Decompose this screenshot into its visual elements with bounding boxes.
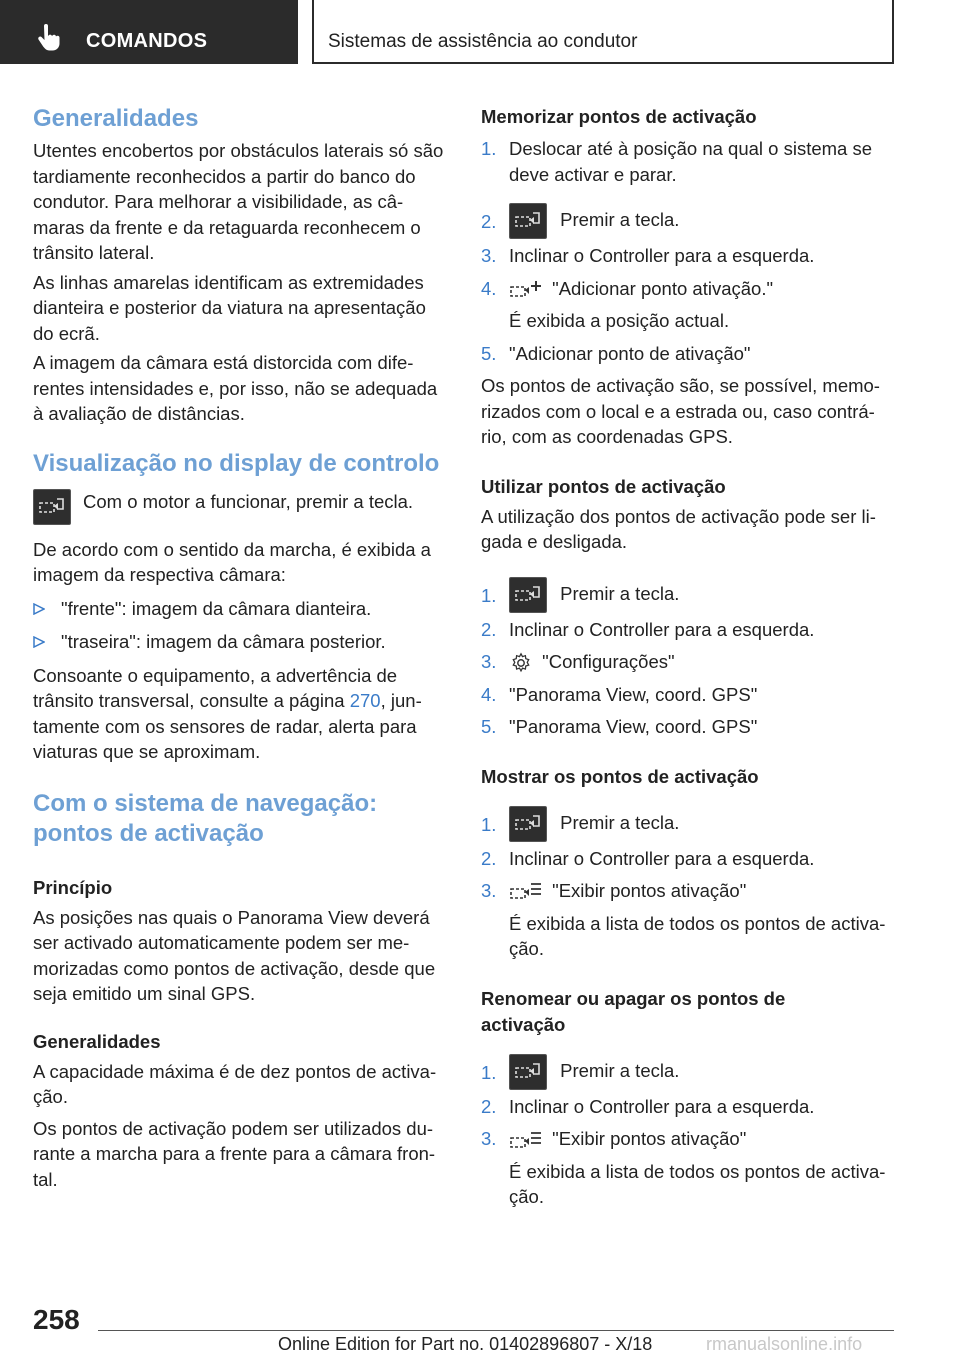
section-label: COMANDOS bbox=[86, 30, 208, 52]
paragraph: As posições nas quais o Panorama View deverá ser activado automaticamente podem ser me-morizadas como pontos de activação, desde que seja emitido um sinal GPS. bbox=[33, 906, 436, 1004]
paragraph: Os pontos de activação podem ser utilizados du-rante a marcha para a frente para a câmara fron-tal. bbox=[33, 1117, 436, 1190]
step-number: 3. bbox=[481, 651, 497, 673]
list-item bbox=[481, 682, 895, 708]
step-text: Inclinar o Controller para a esquerda. bbox=[509, 618, 815, 640]
step-text: Deslocar até à posição na qual o sistema se deve activar e parar. bbox=[509, 138, 873, 185]
paragraph: Utentes encobertos por obstáculos laterais só são tardiamente reconhecidos a partir do banco do condutor. Para melhorar a visibilidade, as câ-maras da frente e da retaguarda reconhecem o trânsito lateral. bbox=[33, 140, 444, 263]
add-activation-point-icon bbox=[509, 279, 543, 301]
step-number: 3. bbox=[481, 880, 497, 902]
list-item bbox=[33, 629, 445, 655]
step-number: 3. bbox=[481, 1128, 497, 1150]
step-number: 5. bbox=[481, 716, 497, 738]
panorama-camera-button-icon bbox=[509, 203, 547, 239]
text: Consoante o equipamento, a advertência de trânsito transversal, consulte a página bbox=[33, 664, 398, 711]
step-text: Premir a tecla. bbox=[560, 209, 680, 230]
step-text: "Configurações" bbox=[542, 651, 675, 673]
hand-pointer-icon bbox=[36, 24, 60, 52]
key-instruction bbox=[33, 489, 445, 529]
step-text: Inclinar o Controller para a esquerda. bbox=[509, 847, 815, 869]
list-item bbox=[481, 243, 895, 269]
step-text: "Panorama View, coord. GPS" bbox=[509, 716, 758, 738]
footer-divider bbox=[98, 1330, 894, 1331]
watermark-text: rmanualsonline.info bbox=[706, 1334, 863, 1354]
heading-principio: Princípio bbox=[33, 876, 113, 898]
heading-generalidades-2: Generalidades bbox=[33, 1030, 161, 1052]
step-number: 1. bbox=[481, 1061, 497, 1083]
paragraph: Com o motor a funcionar, premir a tecla. bbox=[83, 490, 414, 512]
heading-line: pontos de activação bbox=[33, 819, 264, 847]
step-text: "Adicionar ponto de ativação" bbox=[509, 342, 751, 364]
paragraph: De acordo com o sentido da marcha, é exibida a imagem da respectiva câmara: bbox=[33, 538, 431, 585]
paragraph: As linhas amarelas identificam as extremidades dianteira e posterior da viatura na apresentação do ecrã. bbox=[33, 271, 426, 344]
paragraph: A imagem da câmara está distorcida com dife-rentes intensidades e, por isso, não se adequada à avaliação de distâncias. bbox=[33, 352, 438, 424]
step-text: Inclinar o Controller para a esquerda. bbox=[509, 1095, 815, 1117]
chapter-tab bbox=[312, 0, 894, 64]
list-item bbox=[481, 136, 895, 187]
step-number: 1. bbox=[481, 813, 497, 835]
step-number: 5. bbox=[481, 342, 497, 364]
gear-icon bbox=[509, 652, 533, 674]
chapter-title: Sistemas de assistência ao condutor bbox=[328, 31, 638, 52]
heading-generalidades: Generalidades bbox=[33, 105, 199, 132]
list-item bbox=[33, 596, 445, 622]
text: , jun-tamente com os sensores de radar, alerta para viaturas que se aproximam. bbox=[33, 690, 422, 762]
step-number: 2. bbox=[481, 211, 497, 232]
heading-memorizar: Memorizar pontos de activação bbox=[481, 106, 757, 127]
step-text: "Exibir pontos ativação" bbox=[552, 1128, 747, 1150]
step-number: 3. bbox=[481, 245, 497, 267]
step-number: 4. bbox=[481, 683, 497, 705]
activation-points-list-icon bbox=[509, 881, 543, 903]
step-number: 4. bbox=[481, 277, 497, 299]
step-note: É exibida a lista de todos os pontos de activa-ção. bbox=[509, 1160, 886, 1208]
step-note: É exibida a posição actual. bbox=[509, 310, 730, 332]
heading-visualizacao: Visualização no display de controlo bbox=[33, 449, 440, 477]
step-text: "Exibir pontos ativação" bbox=[552, 880, 747, 902]
panorama-camera-button-icon bbox=[509, 577, 547, 613]
heading-renomear: Renomear ou apagar os pontos de activação bbox=[481, 987, 786, 1035]
activation-points-list-icon bbox=[509, 1130, 543, 1152]
step-number: 2. bbox=[481, 618, 497, 640]
page-link[interactable]: 270 bbox=[349, 690, 381, 711]
list-item bbox=[481, 617, 895, 643]
list-item bbox=[481, 1126, 895, 1152]
list-item bbox=[481, 341, 895, 367]
triangle-bullet-icon bbox=[33, 636, 45, 648]
left-column bbox=[33, 100, 445, 1192]
list-item bbox=[481, 201, 895, 239]
paragraph: Os pontos de activação são, se possível, memo-rizados com o local e a estrada ou, caso contrá-rio, com as coordenadas GPS. bbox=[481, 375, 880, 448]
step-number: 2. bbox=[481, 847, 497, 869]
panorama-camera-button-icon bbox=[33, 489, 71, 525]
step-number: 1. bbox=[481, 138, 497, 159]
paragraph-crossref bbox=[33, 663, 445, 765]
list-item bbox=[481, 714, 895, 740]
edition-text: Online Edition for Part no. 01402896807 - X/18 bbox=[278, 1334, 653, 1354]
heading-utilizar: Utilizar pontos de activação bbox=[481, 475, 726, 497]
step-number: 1. bbox=[481, 584, 497, 606]
panorama-camera-button-icon bbox=[509, 1054, 547, 1090]
heading-line: Com o sistema de navegação: bbox=[33, 789, 378, 817]
page-footer bbox=[0, 1290, 960, 1362]
step-text: "Adicionar ponto ativação." bbox=[552, 277, 774, 299]
step-text: Inclinar o Controller para a esquerda. bbox=[509, 245, 815, 267]
triangle-bullet-icon bbox=[33, 603, 45, 615]
step-number: 2. bbox=[481, 1095, 497, 1117]
heading-mostrar: Mostrar os pontos de activação bbox=[481, 765, 759, 787]
step-text: "Panorama View, coord. GPS" bbox=[509, 683, 758, 705]
heading-navegacao bbox=[33, 789, 445, 849]
paragraph: A utilização dos pontos de activação pode ser li-gada e desligada. bbox=[481, 505, 876, 553]
list-item bbox=[481, 575, 895, 613]
list-item bbox=[481, 649, 895, 675]
page-number: 258 bbox=[33, 1304, 80, 1335]
list-item bbox=[481, 276, 895, 302]
step-text: Premir a tecla. bbox=[560, 1059, 680, 1081]
step-text: Premir a tecla. bbox=[560, 811, 680, 833]
paragraph: A capacidade máxima é de dez pontos de activa-ção. bbox=[33, 1060, 437, 1107]
list-item bbox=[481, 878, 895, 904]
step-text: Premir a tecla. bbox=[560, 582, 680, 604]
list-item-text: "frente": imagem da câmara dianteira. bbox=[61, 597, 372, 619]
list-item bbox=[481, 1052, 895, 1090]
list-item bbox=[481, 804, 895, 842]
panorama-camera-button-icon bbox=[509, 806, 547, 842]
section-tab bbox=[0, 0, 298, 64]
right-column bbox=[481, 100, 895, 1210]
step-note: É exibida a lista de todos os pontos de activa-ção. bbox=[509, 912, 886, 960]
list-item-text: "traseira": imagem da câmara posterior. bbox=[61, 631, 386, 652]
page-header bbox=[0, 0, 960, 66]
list-item bbox=[481, 846, 895, 872]
list-item bbox=[481, 1094, 895, 1120]
